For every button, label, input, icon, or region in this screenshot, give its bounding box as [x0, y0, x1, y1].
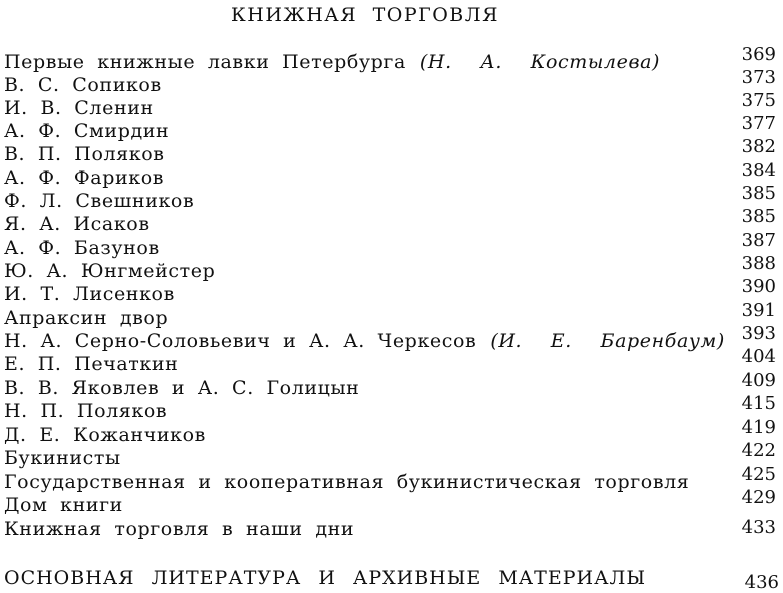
entry-page: 404: [741, 346, 776, 367]
toc-entry: [4, 417, 780, 447]
entry-author: (И. Е. Баренбаум): [490, 330, 725, 352]
toc-entry: [4, 206, 780, 236]
toc-entry: [4, 346, 780, 376]
entry-page: 387: [741, 230, 776, 251]
entry-page: 385: [741, 183, 776, 204]
entry-title: Апраксин двор: [4, 307, 169, 329]
entry-title: А. Ф. Смирдин: [4, 120, 170, 142]
entry-title: В. П. Поляков: [4, 143, 165, 165]
entry-title: В. С. Сопиков: [4, 74, 162, 96]
entry-title: И. Т. Лисенков: [4, 283, 175, 305]
toc-entry: [4, 393, 780, 423]
entry-page: 377: [741, 113, 776, 134]
entry-page: 419: [741, 417, 776, 438]
entry-title: Д. Е. Кожанчиков: [4, 424, 206, 446]
entry-page: 429: [741, 487, 776, 508]
toc-entry: [4, 44, 780, 74]
entry-title: А. Ф. Базунов: [4, 237, 160, 259]
entry-title: А. Ф. Фариков: [4, 167, 165, 189]
entry-title: Книжная торговля в наши дни: [4, 518, 355, 540]
toc-entry: [4, 440, 780, 470]
section-title: КНИЖНАЯ ТОРГОВЛЯ: [231, 4, 499, 26]
toc-entry: [4, 276, 780, 306]
entry-title: Н. А. Серно-Соловьевич и А. А. Черкесов: [4, 330, 477, 352]
entry-title: Первые книжные лавки Петербурга: [4, 51, 406, 73]
entry-title: Государственная и кооперативная букинистическая торговля: [4, 471, 690, 493]
footer-title: ОСНОВНАЯ ЛИТЕРАТУРА И АРХИВНЫЕ МАТЕРИАЛЫ: [4, 567, 647, 589]
toc-entry: [4, 230, 780, 260]
entry-page: 393: [741, 323, 776, 344]
toc-entry: [4, 487, 780, 517]
entry-page: 433: [741, 517, 776, 538]
entry-title: В. В. Яковлев и А. С. Голицын: [4, 377, 360, 399]
entry-title: Н. П. Поляков: [4, 400, 168, 422]
entry-title: Дом книги: [4, 494, 123, 516]
toc-entry: [4, 113, 780, 143]
entry-page: 385: [741, 206, 776, 227]
entry-title: Ю. А. Юнгмейстер: [4, 260, 216, 282]
entry-page: 369: [741, 44, 776, 65]
entry-title: Букинисты: [4, 447, 121, 469]
entry-page: 409: [741, 370, 776, 391]
entry-title: И. В. Сленин: [4, 97, 154, 119]
toc-entry: [4, 518, 780, 541]
toc-entry: [4, 323, 780, 353]
toc-entry: [4, 464, 780, 494]
entry-title: Я. А. Исаков: [4, 213, 150, 235]
entry-page: 415: [741, 393, 776, 414]
entry-page: 375: [741, 90, 776, 111]
entry-page: 425: [741, 464, 776, 485]
entry-page: 384: [741, 160, 776, 181]
toc-entry: [4, 136, 780, 166]
toc-entry: [4, 67, 780, 97]
entry-page: 422: [741, 440, 776, 461]
toc-entry: [4, 160, 780, 190]
entry-page: 391: [741, 300, 776, 321]
toc-entry: [4, 370, 780, 400]
toc-entry: [4, 253, 780, 283]
entry-page: 382: [741, 136, 776, 157]
entry-page: 388: [741, 253, 776, 274]
entry-title: Е. П. Печаткин: [4, 353, 179, 375]
entry-author: (Н. А. Костылева): [419, 51, 661, 73]
entry-text: [4, 330, 725, 353]
footer-page: 436: [744, 572, 779, 593]
entry-title: Ф. Л. Свешников: [4, 190, 195, 212]
entry-text: [4, 51, 660, 74]
entry-page: 373: [741, 67, 776, 88]
toc-entry: [4, 183, 780, 213]
entry-page: 390: [741, 276, 776, 297]
toc-entry: [4, 90, 780, 120]
toc-entry: [4, 300, 780, 330]
